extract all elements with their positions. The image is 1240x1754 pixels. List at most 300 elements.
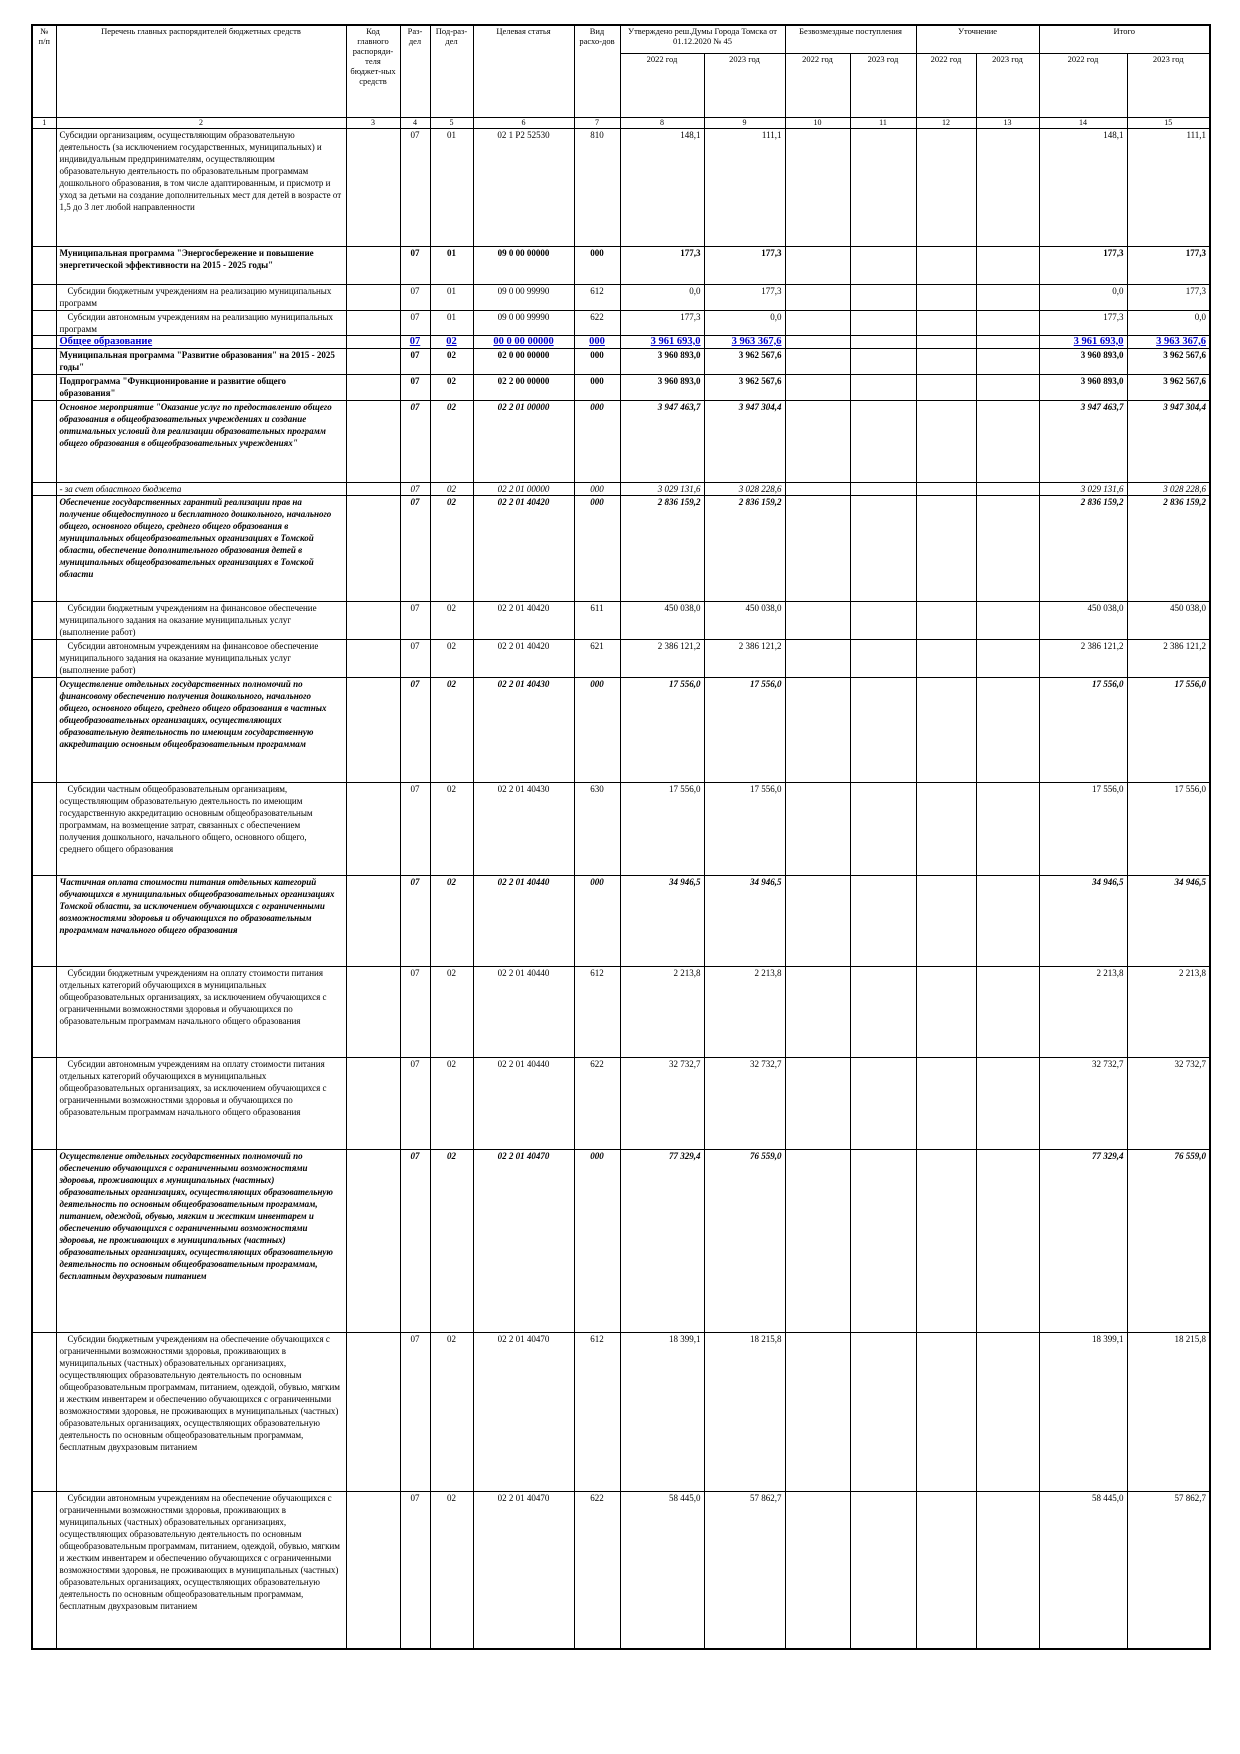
- row-total-2022: 148,1: [1039, 128, 1127, 246]
- row-name: Субсидии автономным учреждениям на оплату стоимости питания отдельных категорий обучающихся в муниципальных общеобразовательных организациях, за исключением обучающихся с ограниченными возможностями здоровья и обучающихся по образовательным программам начального общего образования: [56, 1057, 346, 1149]
- row-podrazdel: 02: [430, 1491, 473, 1649]
- column-number: 9: [704, 117, 785, 128]
- row-number: [32, 400, 56, 482]
- table-row: [32, 1332, 1210, 1491]
- row-vid: 000: [574, 495, 620, 601]
- row-target: 02 2 01 40440: [473, 1057, 574, 1149]
- row-name: Подпрограмма "Функционирование и развитие общего образования": [56, 374, 346, 400]
- row-target: 02 2 01 40430: [473, 782, 574, 875]
- row-free-2023: [850, 639, 916, 677]
- row-free-2022: [785, 310, 850, 335]
- row-refine-2022: [916, 782, 976, 875]
- row-approved-2022: 17 556,0: [620, 677, 704, 782]
- table-row: [32, 1491, 1210, 1649]
- row-razdel: 07: [400, 1491, 430, 1649]
- row-approved-2022: 3 960 893,0: [620, 348, 704, 374]
- row-free-2023: [850, 1149, 916, 1332]
- row-free-2022: [785, 128, 850, 246]
- row-code: [346, 400, 400, 482]
- header-group-total: Итого: [1039, 25, 1210, 53]
- row-razdel: 07: [400, 310, 430, 335]
- row-vid: 000: [574, 1149, 620, 1332]
- row-razdel: 07: [400, 875, 430, 966]
- column-number: 2: [56, 117, 346, 128]
- row-code: [346, 1149, 400, 1332]
- row-number: [32, 482, 56, 495]
- row-free-2023: [850, 348, 916, 374]
- row-approved-2022: 450 038,0: [620, 601, 704, 639]
- row-free-2023: [850, 1057, 916, 1149]
- row-name: Субсидии бюджетным учреждениям на реализацию муниципальных программ: [56, 284, 346, 310]
- row-refine-2023: [976, 601, 1039, 639]
- row-approved-2023: 177,3: [704, 284, 785, 310]
- row-name: Субсидии бюджетным учреждениям на обеспечение обучающихся с ограниченными возможностями здоровья, проживающих в муниципальных (частных) образовательных организациях, осуществляющих образовательную деятельность по основным общеобразовательным программам, питанием, одеждой, обувью, мягким и жестким инвентарем и обеспечению обучающихся с ограниченными возможностями здоровья, не проживающих в муниципальных (частных) образовательных организациях, осуществляющих образовательную деятельность по основным общеобразовательным программам, бесплатным двухразовым питанием: [56, 1332, 346, 1491]
- row-vid: 000: [574, 246, 620, 284]
- row-refine-2023: [976, 310, 1039, 335]
- row-refine-2022: [916, 875, 976, 966]
- row-refine-2023: [976, 1149, 1039, 1332]
- row-total-2023: 18 215,8: [1127, 1332, 1210, 1491]
- row-code: [346, 1332, 400, 1491]
- row-refine-2023: [976, 875, 1039, 966]
- row-refine-2023: [976, 677, 1039, 782]
- row-approved-2022: 17 556,0: [620, 782, 704, 875]
- row-podrazdel: 02: [430, 782, 473, 875]
- row-refine-2023: [976, 1491, 1039, 1649]
- row-name: Общее образование: [56, 335, 346, 348]
- row-target: 02 2 01 00000: [473, 482, 574, 495]
- column-number: 1: [32, 117, 56, 128]
- row-total-2022: 18 399,1: [1039, 1332, 1127, 1491]
- column-number: 14: [1039, 117, 1127, 128]
- row-approved-2023: 0,0: [704, 310, 785, 335]
- row-free-2022: [785, 677, 850, 782]
- budget-table: [31, 24, 1211, 1650]
- row-refine-2023: [976, 482, 1039, 495]
- row-refine-2023: [976, 966, 1039, 1057]
- row-free-2022: [785, 1149, 850, 1332]
- row-razdel: 07: [400, 1149, 430, 1332]
- row-approved-2023: 57 862,7: [704, 1491, 785, 1649]
- column-number: 5: [430, 117, 473, 128]
- row-approved-2023: 177,3: [704, 246, 785, 284]
- row-refine-2022: [916, 335, 976, 348]
- row-total-2022: 17 556,0: [1039, 677, 1127, 782]
- row-refine-2023: [976, 128, 1039, 246]
- row-total-2023: 3 947 304,4: [1127, 400, 1210, 482]
- row-refine-2023: [976, 284, 1039, 310]
- row-razdel: 07: [400, 677, 430, 782]
- row-name: Муниципальная программа "Энергосбережение и повышение энергетической эффективности на 2015 - 2025 годы": [56, 246, 346, 284]
- row-total-2022: 3 961 693,0: [1039, 335, 1127, 348]
- row-approved-2022: 58 445,0: [620, 1491, 704, 1649]
- header-year: 2022 год: [916, 53, 976, 117]
- row-podrazdel: 02: [430, 601, 473, 639]
- header-name: Перечень главных распорядителей бюджетных средств: [56, 25, 346, 117]
- row-podrazdel: 01: [430, 128, 473, 246]
- row-name: Обеспечение государственных гарантий реализации прав на получение общедоступного и бесплатного дошкольного, начального общего, основного общего, среднего общего образования в муниципальных общеобразовательных организациях в Томской области, обеспечение дополнительного образования детей в муниципальных общеобразовательных организациях в Томской области: [56, 495, 346, 601]
- row-refine-2022: [916, 310, 976, 335]
- column-number: 12: [916, 117, 976, 128]
- row-approved-2023: 2 386 121,2: [704, 639, 785, 677]
- row-approved-2023: 3 962 567,6: [704, 348, 785, 374]
- row-vid: 000: [574, 335, 620, 348]
- column-number: 10: [785, 117, 850, 128]
- header-group-refine: Уточнение: [916, 25, 1039, 53]
- row-target: 02 2 01 40440: [473, 966, 574, 1057]
- row-approved-2023: 17 556,0: [704, 677, 785, 782]
- row-code: [346, 284, 400, 310]
- row-podrazdel: 02: [430, 875, 473, 966]
- row-free-2022: [785, 400, 850, 482]
- row-vid: 621: [574, 639, 620, 677]
- row-target: 02 2 00 00000: [473, 374, 574, 400]
- row-number: [32, 639, 56, 677]
- row-total-2022: 17 556,0: [1039, 782, 1127, 875]
- row-refine-2023: [976, 246, 1039, 284]
- header-target: Целевая статья: [473, 25, 574, 117]
- row-total-2023: 3 963 367,6: [1127, 335, 1210, 348]
- row-total-2023: 17 556,0: [1127, 677, 1210, 782]
- row-podrazdel: 02: [430, 495, 473, 601]
- row-free-2023: [850, 128, 916, 246]
- row-free-2023: [850, 601, 916, 639]
- row-target: 00 0 00 00000: [473, 335, 574, 348]
- row-total-2023: 2 836 159,2: [1127, 495, 1210, 601]
- row-refine-2023: [976, 348, 1039, 374]
- header-code: Код главного распоряди-теля бюджет-ных средств: [346, 25, 400, 117]
- row-number: [32, 875, 56, 966]
- row-number: [32, 677, 56, 782]
- row-refine-2022: [916, 1491, 976, 1649]
- row-approved-2022: 148,1: [620, 128, 704, 246]
- row-approved-2022: 0,0: [620, 284, 704, 310]
- row-code: [346, 875, 400, 966]
- row-vid: 612: [574, 966, 620, 1057]
- row-razdel: 07: [400, 400, 430, 482]
- row-vid: 000: [574, 482, 620, 495]
- row-number: [32, 374, 56, 400]
- table-row: [32, 128, 1210, 246]
- row-approved-2023: 18 215,8: [704, 1332, 785, 1491]
- row-code: [346, 1057, 400, 1149]
- row-podrazdel: 02: [430, 1332, 473, 1491]
- row-total-2023: 177,3: [1127, 246, 1210, 284]
- table-row: [32, 348, 1210, 374]
- row-razdel: 07: [400, 374, 430, 400]
- row-vid: 612: [574, 1332, 620, 1491]
- header-razdel: Раз-дел: [400, 25, 430, 117]
- table-row: [32, 677, 1210, 782]
- row-name: Субсидии автономным учреждениям на реализацию муниципальных программ: [56, 310, 346, 335]
- table-row: [32, 1149, 1210, 1332]
- row-approved-2023: 450 038,0: [704, 601, 785, 639]
- row-refine-2022: [916, 639, 976, 677]
- row-podrazdel: 02: [430, 400, 473, 482]
- row-refine-2022: [916, 601, 976, 639]
- row-razdel: 07: [400, 348, 430, 374]
- table-row: [32, 246, 1210, 284]
- row-total-2022: 58 445,0: [1039, 1491, 1127, 1649]
- row-podrazdel: 02: [430, 482, 473, 495]
- table-row: [32, 400, 1210, 482]
- row-total-2023: 2 213,8: [1127, 966, 1210, 1057]
- row-name: Субсидии бюджетным учреждениям на оплату стоимости питания отдельных категорий обучающихся в муниципальных общеобразовательных организациях, за исключением обучающихся с ограниченными возможностями здоровья и обучающихся по образовательным программам начального общего образования: [56, 966, 346, 1057]
- row-approved-2023: 76 559,0: [704, 1149, 785, 1332]
- row-total-2023: 57 862,7: [1127, 1491, 1210, 1649]
- row-approved-2023: 111,1: [704, 128, 785, 246]
- row-free-2023: [850, 966, 916, 1057]
- row-approved-2022: 3 960 893,0: [620, 374, 704, 400]
- row-free-2022: [785, 246, 850, 284]
- row-podrazdel: 01: [430, 246, 473, 284]
- row-vid: 630: [574, 782, 620, 875]
- row-number: [32, 335, 56, 348]
- row-free-2022: [785, 335, 850, 348]
- row-target: 09 0 00 99990: [473, 284, 574, 310]
- row-free-2022: [785, 482, 850, 495]
- row-podrazdel: 02: [430, 374, 473, 400]
- column-number: 3: [346, 117, 400, 128]
- row-vid: 000: [574, 348, 620, 374]
- row-number: [32, 1332, 56, 1491]
- row-free-2023: [850, 875, 916, 966]
- row-target: 02 2 01 40420: [473, 495, 574, 601]
- row-refine-2023: [976, 335, 1039, 348]
- table-body: [32, 128, 1210, 1649]
- row-code: [346, 966, 400, 1057]
- row-code: [346, 677, 400, 782]
- row-total-2022: 3 947 463,7: [1039, 400, 1127, 482]
- row-name: - за счет областного бюджета: [56, 482, 346, 495]
- row-refine-2022: [916, 1332, 976, 1491]
- column-number: 15: [1127, 117, 1210, 128]
- row-refine-2023: [976, 374, 1039, 400]
- table-header: [32, 25, 1210, 128]
- row-number: [32, 310, 56, 335]
- column-number: 13: [976, 117, 1039, 128]
- row-total-2023: 3 962 567,6: [1127, 348, 1210, 374]
- header-num: № п/п: [32, 25, 56, 117]
- row-approved-2022: 34 946,5: [620, 875, 704, 966]
- row-refine-2022: [916, 677, 976, 782]
- row-number: [32, 601, 56, 639]
- row-total-2023: 450 038,0: [1127, 601, 1210, 639]
- row-approved-2023: 3 962 567,6: [704, 374, 785, 400]
- table-row: [32, 1057, 1210, 1149]
- row-total-2023: 17 556,0: [1127, 782, 1210, 875]
- row-free-2023: [850, 310, 916, 335]
- row-total-2022: 3 960 893,0: [1039, 374, 1127, 400]
- row-number: [32, 1491, 56, 1649]
- row-refine-2023: [976, 1332, 1039, 1491]
- row-target: 02 2 01 40470: [473, 1149, 574, 1332]
- row-podrazdel: 01: [430, 284, 473, 310]
- row-podrazdel: 02: [430, 639, 473, 677]
- row-podrazdel: 02: [430, 677, 473, 782]
- row-refine-2022: [916, 495, 976, 601]
- row-approved-2022: 2 386 121,2: [620, 639, 704, 677]
- row-razdel: 07: [400, 966, 430, 1057]
- row-podrazdel: 02: [430, 335, 473, 348]
- row-target: 09 0 00 99990: [473, 310, 574, 335]
- row-name: Субсидии частным общеобразовательным организациям, осуществляющим образовательную деятельность по имеющим государственную аккредитацию основным общеобразовательным программам, на возмещение затрат, связанных с обеспечением получения дошкольного, начального общего, основного общего, среднего общего образования: [56, 782, 346, 875]
- row-refine-2022: [916, 374, 976, 400]
- row-number: [32, 246, 56, 284]
- row-name: Осуществление отдельных государственных полномочий по финансовому обеспечению получения дошкольного, начального общего, основного общего, среднего общего образования в частных общеобразовательных организациях, осуществляющих образовательную деятельность по имеющим государственную аккредитацию основным общеобразовательным программам: [56, 677, 346, 782]
- row-name: Субсидии автономным учреждениям на финансовое обеспечение муниципального задания на оказание муниципальных услуг (выполнение работ): [56, 639, 346, 677]
- row-total-2023: 2 386 121,2: [1127, 639, 1210, 677]
- row-total-2023: 111,1: [1127, 128, 1210, 246]
- row-target: 02 2 01 00000: [473, 400, 574, 482]
- header-year: 2022 год: [1039, 53, 1127, 117]
- row-approved-2022: 2 213,8: [620, 966, 704, 1057]
- row-refine-2023: [976, 1057, 1039, 1149]
- row-total-2022: 34 946,5: [1039, 875, 1127, 966]
- row-total-2022: 77 329,4: [1039, 1149, 1127, 1332]
- row-code: [346, 1491, 400, 1649]
- table-row: [32, 966, 1210, 1057]
- row-vid: 611: [574, 601, 620, 639]
- column-number: 7: [574, 117, 620, 128]
- row-approved-2023: 2 836 159,2: [704, 495, 785, 601]
- column-number: 6: [473, 117, 574, 128]
- row-free-2023: [850, 782, 916, 875]
- row-refine-2023: [976, 400, 1039, 482]
- row-code: [346, 348, 400, 374]
- row-vid: 622: [574, 310, 620, 335]
- row-target: 02 2 01 40470: [473, 1491, 574, 1649]
- row-vid: 000: [574, 677, 620, 782]
- row-refine-2022: [916, 966, 976, 1057]
- row-name: Основное мероприятие "Оказание услуг по предоставлению общего образования в общеобразовательных учреждениях и создание оптимальных условий для реализации образовательных программ общего образования в общеобразовательных учреждениях": [56, 400, 346, 482]
- row-target: 02 1 P2 52530: [473, 128, 574, 246]
- row-target: 02 2 01 40420: [473, 639, 574, 677]
- row-target: 02 2 01 40470: [473, 1332, 574, 1491]
- row-razdel: 07: [400, 639, 430, 677]
- row-free-2022: [785, 601, 850, 639]
- column-numbers-row: [32, 117, 1210, 128]
- row-total-2022: 2 386 121,2: [1039, 639, 1127, 677]
- row-name: Частичная оплата стоимости питания отдельных категорий обучающихся в муниципальных общеобразовательных организациях Томской области, за исключением обучающихся с ограниченными возможностями здоровья и обучающихся по образовательным программам начального общего образования: [56, 875, 346, 966]
- row-vid: 810: [574, 128, 620, 246]
- row-total-2022: 177,3: [1039, 310, 1127, 335]
- header-group-free: Безвозмездные поступления: [785, 25, 916, 53]
- table-row: [32, 601, 1210, 639]
- row-vid: 000: [574, 875, 620, 966]
- row-refine-2022: [916, 246, 976, 284]
- column-number: 11: [850, 117, 916, 128]
- row-refine-2023: [976, 495, 1039, 601]
- row-number: [32, 1057, 56, 1149]
- header-year: 2022 год: [620, 53, 704, 117]
- row-number: [32, 348, 56, 374]
- row-name: Субсидии организациям, осуществляющим образовательную деятельность (за исключением государственных, муниципальных) и индивидуальным предпринимателям, осуществляющим образовательную деятельность по образовательным программам дошкольного образования, в том числе адаптированным, и присмотр и уход за детьми на создание дополнительных мест для детей в возрасте от 1,5 до 3 лет любой направленности: [56, 128, 346, 246]
- header-year: 2023 год: [1127, 53, 1210, 117]
- row-approved-2023: 2 213,8: [704, 966, 785, 1057]
- row-approved-2022: 18 399,1: [620, 1332, 704, 1491]
- table-row: [32, 482, 1210, 495]
- header-year: 2022 год: [785, 53, 850, 117]
- row-vid: 612: [574, 284, 620, 310]
- row-razdel: 07: [400, 1332, 430, 1491]
- row-total-2023: 0,0: [1127, 310, 1210, 335]
- row-refine-2022: [916, 128, 976, 246]
- row-total-2022: 177,3: [1039, 246, 1127, 284]
- table-row: [32, 639, 1210, 677]
- row-total-2023: 32 732,7: [1127, 1057, 1210, 1149]
- row-refine-2022: [916, 284, 976, 310]
- row-refine-2023: [976, 782, 1039, 875]
- row-razdel: 07: [400, 482, 430, 495]
- row-free-2022: [785, 966, 850, 1057]
- row-free-2023: [850, 677, 916, 782]
- row-approved-2022: 3 961 693,0: [620, 335, 704, 348]
- table-row: [32, 284, 1210, 310]
- row-podrazdel: 01: [430, 310, 473, 335]
- column-number: 4: [400, 117, 430, 128]
- row-approved-2022: 77 329,4: [620, 1149, 704, 1332]
- row-razdel: 07: [400, 284, 430, 310]
- row-free-2022: [785, 1332, 850, 1491]
- row-free-2022: [785, 495, 850, 601]
- header-year: 2023 год: [850, 53, 916, 117]
- row-total-2023: 76 559,0: [1127, 1149, 1210, 1332]
- row-free-2023: [850, 495, 916, 601]
- row-code: [346, 128, 400, 246]
- row-approved-2023: 34 946,5: [704, 875, 785, 966]
- row-target: 09 0 00 00000: [473, 246, 574, 284]
- header-year: 2023 год: [976, 53, 1039, 117]
- row-approved-2022: 3 029 131,6: [620, 482, 704, 495]
- row-number: [32, 284, 56, 310]
- row-free-2022: [785, 1491, 850, 1649]
- row-code: [346, 495, 400, 601]
- row-razdel: 07: [400, 495, 430, 601]
- row-refine-2022: [916, 1057, 976, 1149]
- row-number: [32, 1149, 56, 1332]
- row-vid: 622: [574, 1057, 620, 1149]
- row-razdel: 07: [400, 246, 430, 284]
- row-target: 02 0 00 00000: [473, 348, 574, 374]
- row-free-2022: [785, 348, 850, 374]
- row-vid: 000: [574, 400, 620, 482]
- row-number: [32, 782, 56, 875]
- row-total-2022: 450 038,0: [1039, 601, 1127, 639]
- row-razdel: 07: [400, 601, 430, 639]
- row-approved-2022: 3 947 463,7: [620, 400, 704, 482]
- row-code: [346, 246, 400, 284]
- row-total-2023: 177,3: [1127, 284, 1210, 310]
- row-total-2022: 2 836 159,2: [1039, 495, 1127, 601]
- row-number: [32, 128, 56, 246]
- row-total-2022: 0,0: [1039, 284, 1127, 310]
- row-free-2023: [850, 246, 916, 284]
- header-vid: Вид расхо-дов: [574, 25, 620, 117]
- header-year: 2023 год: [704, 53, 785, 117]
- column-number: 8: [620, 117, 704, 128]
- row-approved-2023: 17 556,0: [704, 782, 785, 875]
- row-total-2022: 3 960 893,0: [1039, 348, 1127, 374]
- row-razdel: 07: [400, 335, 430, 348]
- row-target: 02 2 01 40440: [473, 875, 574, 966]
- row-vid: 622: [574, 1491, 620, 1649]
- header-group-approved: Утверждено реш.Думы Города Томска от 01.12.2020 № 45: [620, 25, 785, 53]
- row-code: [346, 782, 400, 875]
- row-razdel: 07: [400, 782, 430, 875]
- row-name: Субсидии автономным учреждениям на обеспечение обучающихся с ограниченными возможностями здоровья, проживающих в муниципальных (частных) образовательных организациях, осуществляющих образовательную деятельность по основным общеобразовательным программам, питанием, одеждой, обувью, мягким и жестким инвентарем и обеспечению обучающихся с ограниченными возможностями здоровья, не проживающих в муниципальных (частных) образовательных организациях, осуществляющих образовательную деятельность по основным общеобразовательным программам, бесплатным двухразовым питанием: [56, 1491, 346, 1649]
- row-refine-2023: [976, 639, 1039, 677]
